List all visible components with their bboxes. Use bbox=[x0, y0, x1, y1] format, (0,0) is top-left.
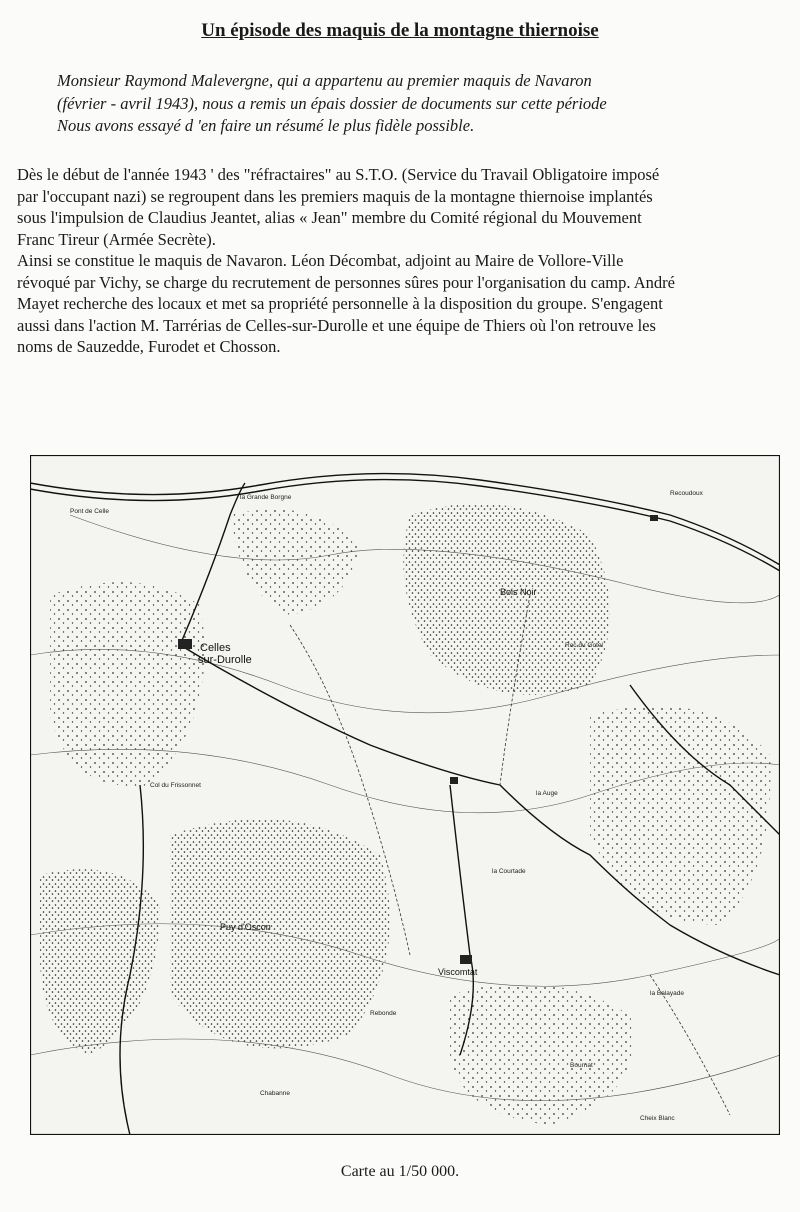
map-label-courtade: la Courtade bbox=[492, 868, 526, 875]
map-label-celles-2: sur-Durolle bbox=[198, 654, 252, 666]
body-paragraph bbox=[17, 164, 787, 358]
page-title: Un épisode des maquis de la montagne thiernoise bbox=[201, 20, 599, 41]
map-label-auge: la Auge bbox=[536, 790, 558, 797]
map-label-balayade: la Balayade bbox=[650, 990, 684, 997]
intro-paragraph bbox=[57, 70, 757, 138]
body-line: aussi dans l'action M. Tarrérias de Celles-sur-Durolle et une équipe de Thiers où l'on retrouve les bbox=[17, 315, 656, 335]
map-label-rebonde: Rebonde bbox=[370, 1010, 397, 1017]
map-label-bournat: Bournat bbox=[570, 1062, 593, 1069]
map-label-chabanne: Chabanne bbox=[260, 1090, 290, 1097]
body-line: Ainsi se constitue le maquis de Navaron. Léon Décombat, adjoint au Maire de Vollore-Ville bbox=[17, 251, 624, 270]
intro-line: Nous avons essayé d 'en faire un résumé le plus fidèle possible. bbox=[57, 116, 475, 135]
body-line: noms de Sauzedde, Furodet et Chosson. bbox=[17, 337, 281, 356]
map-label-cheix: Cheix Blanc bbox=[640, 1115, 675, 1122]
body-line: Franc Tireur (Armée Secrète). bbox=[17, 229, 216, 249]
intro-line: (février - avril 1943), nous a remis un épais dossier de documents sur cette période bbox=[57, 93, 607, 113]
map-label-celles: Celles bbox=[200, 642, 231, 654]
map-label-viscomtat: Viscomtat bbox=[438, 967, 478, 977]
map-label-recoudoux: Recoudoux bbox=[670, 490, 703, 497]
body-line: révoqué par Vichy, se charge du recrutement de personnes sûres pour l'organisation du camp. André bbox=[17, 272, 675, 292]
body-line: Dès le début de l'année 1943 ' des "réfractaires" au S.T.O. (Service du Travail Obligatoire imposé bbox=[17, 165, 660, 184]
map-label-roc: Roc du Gotel bbox=[565, 642, 603, 649]
map-label-col: Col du Frissonnet bbox=[150, 782, 201, 789]
map-label-grande-borgne: la Grande Borgne bbox=[240, 494, 292, 501]
map-caption: Carte au 1/50 000. bbox=[340, 1163, 460, 1180]
topographic-map bbox=[30, 455, 780, 1135]
map-label-puy: Puy d'Oscon bbox=[220, 922, 271, 932]
body-line: Mayet recherche des locaux et met sa propriété personnelle à la disposition du groupe. S'engagent bbox=[17, 294, 663, 313]
map-label-pont: Pont de Celle bbox=[70, 508, 110, 515]
intro-line: Monsieur Raymond Malevergne, qui a appartenu au premier maquis de Navaron bbox=[57, 71, 592, 90]
body-line: sous l'impulsion de Claudius Jeantet, alias « Jean" membre du Comité régional du Mouvement bbox=[17, 208, 642, 227]
body-line: par l'occupant nazi) se regroupent dans les premiers maquis de la montagne thiernoise implantés bbox=[17, 186, 653, 206]
map-label-bois-noir: Bois Noir bbox=[500, 587, 537, 597]
